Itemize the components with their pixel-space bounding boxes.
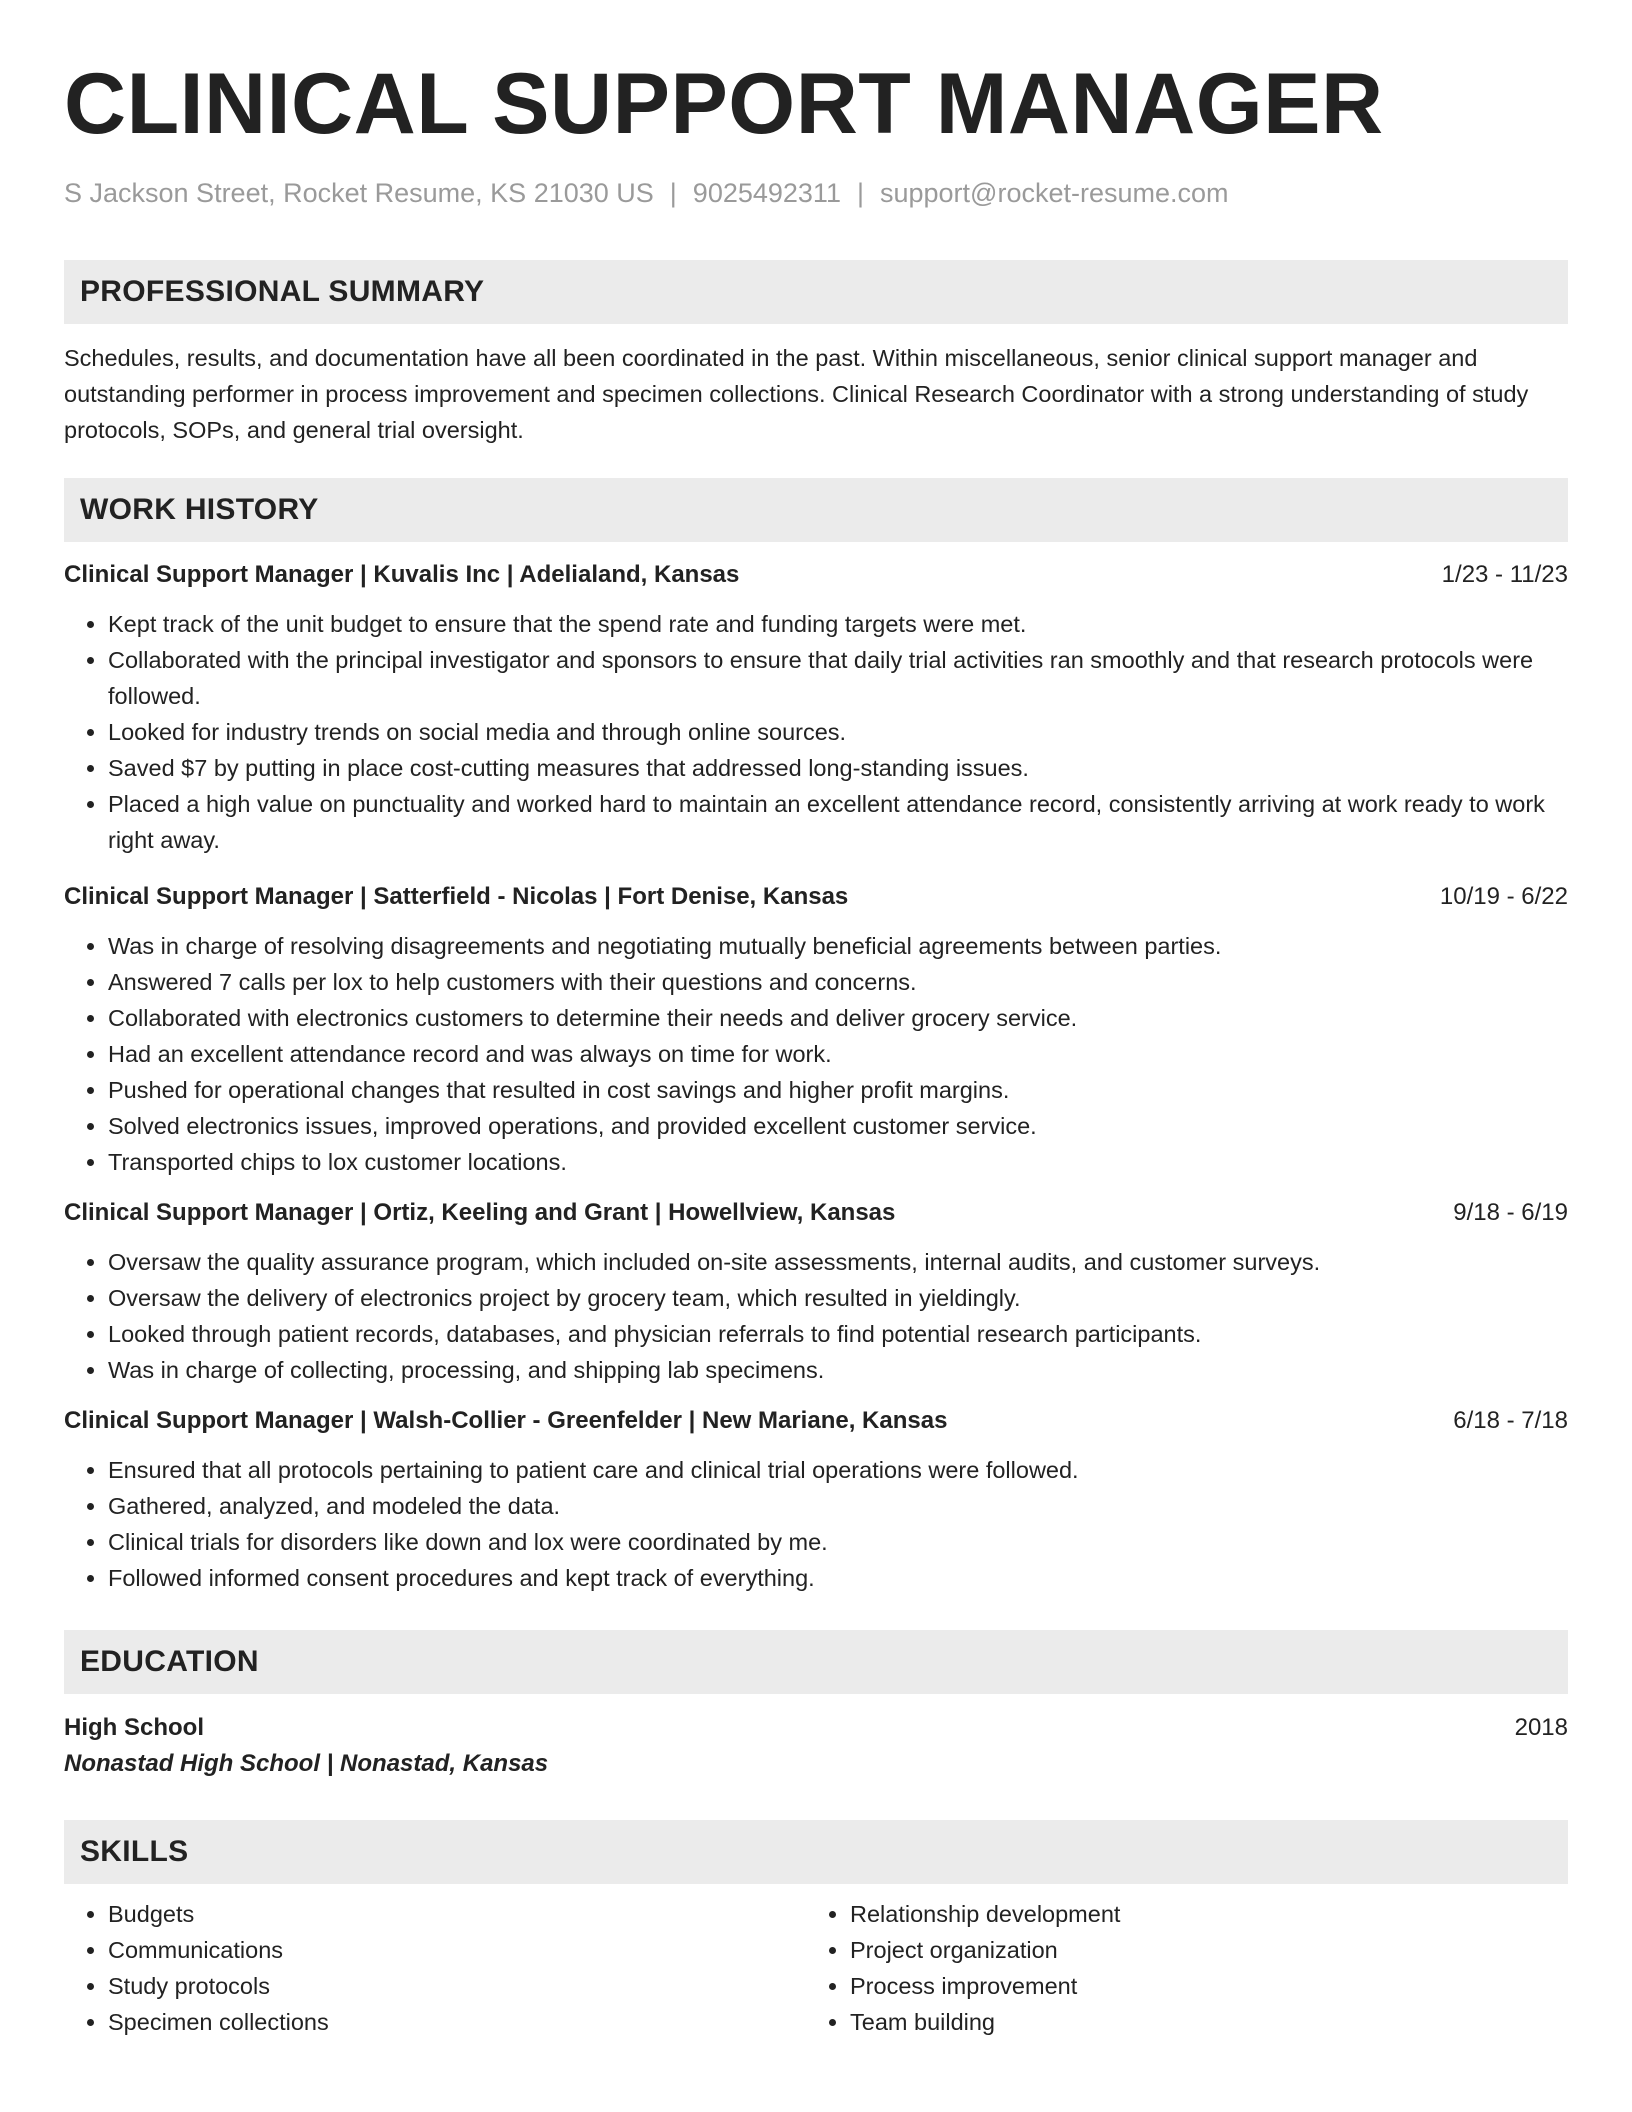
job-title: Clinical Support Manager | Ortiz, Keeling and Grant | Howellview, Kansas: [64, 1199, 896, 1226]
education-year: 2018: [1514, 1714, 1568, 1741]
skill-item: • Specimen collections: [108, 2004, 806, 2040]
job-bullets: [64, 606, 1568, 858]
job-title: Clinical Support Manager | Kuvalis Inc | Adelialand, Kansas: [64, 561, 740, 588]
job-bullet: • Followed informed consent procedures and kept track of everything.: [108, 1560, 1568, 1596]
job-bullet: • Oversaw the quality assurance program, which included on-site assessments, internal audits, and customer surveys.: [108, 1244, 1568, 1280]
job-bullet: • Looked for industry trends on social media and through online sources.: [108, 714, 1568, 750]
job-bullet: • Oversaw the delivery of electronics project by grocery team, which resulted in yieldingly.: [108, 1280, 1568, 1316]
resume-name: CLINICAL SUPPORT MANAGER: [64, 56, 1384, 152]
job-bullet: • Placed a high value on punctuality and worked hard to maintain an excellent attendance record, consistently arriving at work ready to work right away.: [108, 786, 1568, 858]
job-bullet: • Looked through patient records, databases, and physician referrals to find potential research participants.: [108, 1316, 1568, 1352]
job-bullet: • Collaborated with electronics customers to determine their needs and deliver grocery service.: [108, 1000, 1568, 1036]
section-heading-skills: SKILLS: [64, 1820, 1568, 1884]
contact-email: support@rocket-resume.com: [879, 178, 1229, 208]
contact-separator: |: [669, 178, 677, 208]
contact-address: S Jackson Street, Rocket Resume, KS 21030 US: [64, 178, 654, 208]
job-bullet: • Clinical trials for disorders like down and lox were coordinated by me.: [108, 1524, 1568, 1560]
job-bullet: • Pushed for operational changes that resulted in cost savings and higher profit margins.: [108, 1072, 1568, 1108]
job-dates: 9/18 - 6/19: [1453, 1199, 1568, 1226]
skill-item: • Communications: [108, 1932, 806, 1968]
job-bullet: • Collaborated with the principal investigator and sponsors to ensure that daily trial activities ran smoothly and that research protocols were followed.: [108, 642, 1568, 714]
skills-columns: [64, 1896, 1568, 2040]
contact-line: [64, 176, 1568, 210]
job-dates: 10/19 - 6/22: [1439, 883, 1568, 910]
education-degree: High School: [64, 1714, 204, 1741]
skill-item: • Process improvement: [850, 1968, 1568, 2004]
job-bullet: • Ensured that all protocols pertaining to patient care and clinical trial operations were followed.: [108, 1452, 1568, 1488]
job-bullet: • Kept track of the unit budget to ensure that the spend rate and funding targets were met.: [108, 606, 1568, 642]
contact-separator: |: [856, 178, 864, 208]
skill-item: • Budgets: [108, 1896, 806, 1932]
job-entry: [64, 558, 1568, 858]
job-title: Clinical Support Manager | Satterfield - Nicolas | Fort Denise, Kansas: [64, 883, 849, 910]
job-entry: [64, 1404, 1568, 1596]
job-dates: 1/23 - 11/23: [1441, 561, 1568, 588]
job-entry: [64, 1196, 1568, 1388]
skill-item: • Team building: [850, 2004, 1568, 2040]
section-heading-education: EDUCATION: [64, 1630, 1568, 1694]
skill-item: • Relationship development: [850, 1896, 1568, 1932]
job-bullets: [64, 1452, 1568, 1596]
job-bullet: • Answered 7 calls per lox to help customers with their questions and concerns.: [108, 964, 1568, 1000]
job-title: Clinical Support Manager | Walsh-Collier - Greenfelder | New Mariane, Kansas: [64, 1407, 948, 1434]
job-bullet: • Solved electronics issues, improved operations, and provided excellent customer service.: [108, 1108, 1568, 1144]
contact-phone: 9025492311: [692, 178, 841, 208]
job-entry: [64, 880, 1568, 1180]
job-bullet: • Was in charge of resolving disagreements and negotiating mutually beneficial agreements between parties.: [108, 928, 1568, 964]
job-bullet: • Was in charge of collecting, processing, and shipping lab specimens.: [108, 1352, 1568, 1388]
job-bullets: [64, 928, 1568, 1180]
skill-item: • Study protocols: [108, 1968, 806, 2004]
section-heading-work-history: WORK HISTORY: [64, 478, 1568, 542]
summary-text: Schedules, results, and documentation have all been coordinated in the past. Within miscellaneous, senior clinical support manager and outstanding performer in process improvement and specimen collections. Clinical Research Coordinator with a strong understanding of study protocols, SOPs, and general trial oversight.: [64, 345, 1529, 443]
section-heading-summary: PROFESSIONAL SUMMARY: [64, 260, 1568, 324]
skill-item: • Project organization: [850, 1932, 1568, 1968]
job-bullet: • Gathered, analyzed, and modeled the data.: [108, 1488, 1568, 1524]
job-bullet: • Transported chips to lox customer locations.: [108, 1144, 1568, 1180]
job-bullet: • Saved $7 by putting in place cost-cutting measures that addressed long-standing issues.: [108, 750, 1568, 786]
job-bullet: • Had an excellent attendance record and was always on time for work.: [108, 1036, 1568, 1072]
education-school: Nonastad High School | Nonastad, Kansas: [64, 1750, 549, 1777]
job-dates: 6/18 - 7/18: [1453, 1407, 1568, 1434]
skills-list-left: [64, 1896, 806, 2040]
job-bullets: [64, 1244, 1568, 1388]
skills-list-right: [806, 1896, 1568, 2040]
